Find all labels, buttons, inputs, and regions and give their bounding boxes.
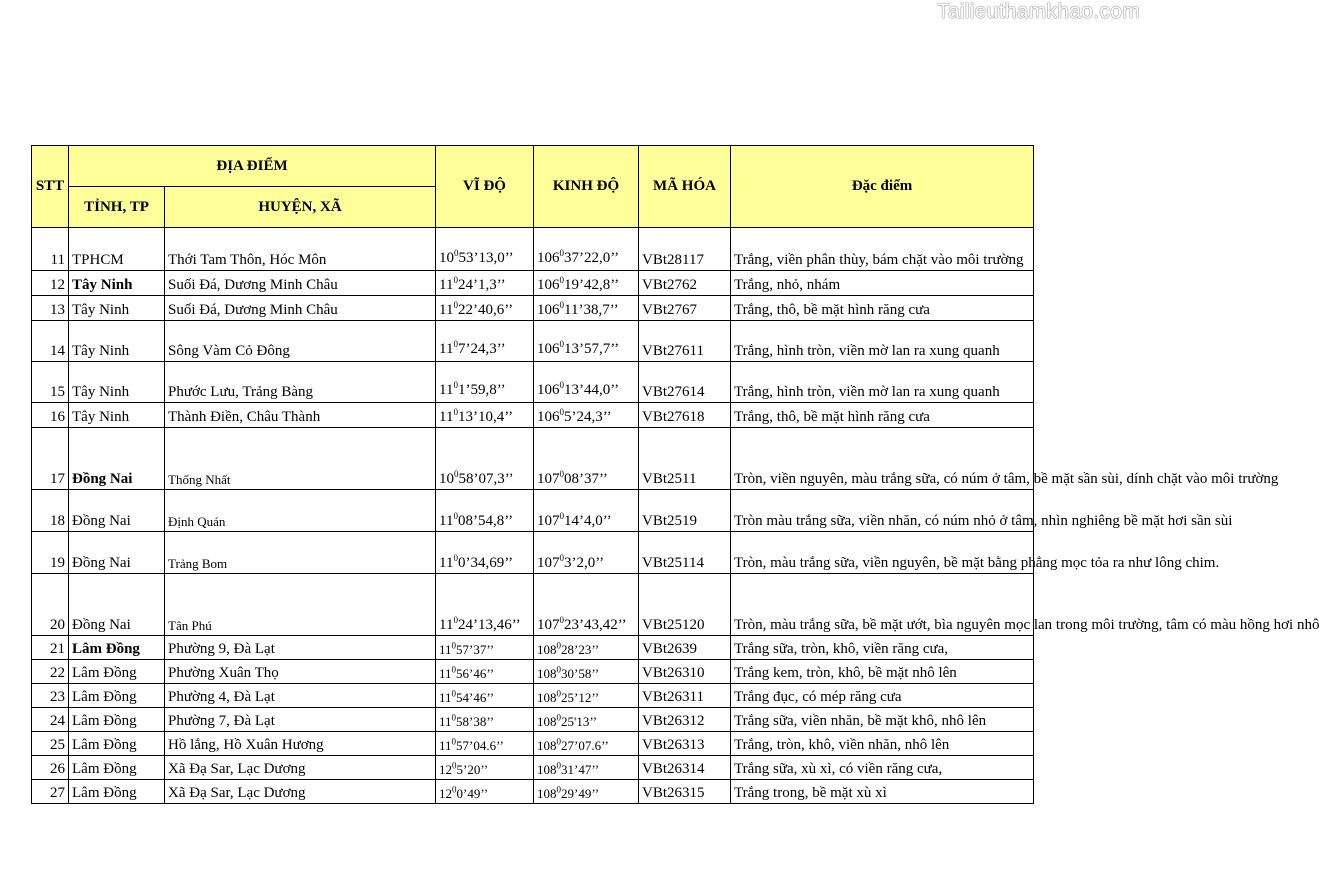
row-stt: 17: [32, 428, 69, 490]
row-tinh: Đồng Nai: [69, 532, 165, 574]
row-huyen: Định Quán: [165, 490, 436, 532]
table-row: [32, 321, 1034, 362]
row-stt: 23: [32, 684, 69, 708]
row-tinh: Tây Ninh: [69, 403, 165, 428]
row-huyen: Sông Vàm Cỏ Đông: [165, 321, 436, 362]
row-tinh: Lâm Đồng: [69, 756, 165, 780]
row-ma-hoa: VBt2519: [639, 490, 731, 532]
row-ma-hoa: VBt27614: [639, 362, 731, 403]
row-stt: 14: [32, 321, 69, 362]
row-huyen: Trảng Bom: [165, 532, 436, 574]
table-row: [32, 362, 1034, 403]
row-tinh: Đồng Nai: [69, 428, 165, 490]
row-kinh-do: $108^028’23$’’: [534, 636, 639, 660]
row-ma-hoa: VBt26314: [639, 756, 731, 780]
table-row: [32, 532, 1034, 574]
row-huyen: Phường Xuân Thọ: [165, 660, 436, 684]
row-dac-diem: Trắng đục, có mép răng cưa: [731, 684, 1034, 708]
row-ma-hoa: VBt26313: [639, 732, 731, 756]
row-stt: 12: [32, 271, 69, 296]
row-stt: 25: [32, 732, 69, 756]
row-vi-do: $11^057’04.6$’’: [436, 732, 534, 756]
row-tinh: Lâm Đồng: [69, 684, 165, 708]
row-vi-do: $12^00’49$’’: [436, 780, 534, 804]
header-stt: STT: [32, 146, 69, 228]
row-huyen: Suối Đá, Dương Minh Châu: [165, 271, 436, 296]
row-huyen: Tân Phú: [165, 574, 436, 636]
row-ma-hoa: VBt26312: [639, 708, 731, 732]
row-stt: 21: [32, 636, 69, 660]
row-huyen: Phước Lưu, Trảng Bàng: [165, 362, 436, 403]
row-huyen: Xã Đạ Sar, Lạc Dương: [165, 780, 436, 804]
row-kinh-do: $106^013’57,7$’’: [534, 321, 639, 362]
row-dac-diem: Trắng trong, bề mặt xù xì: [731, 780, 1034, 804]
header-dac-diem: Đặc điểm: [731, 146, 1034, 228]
row-dac-diem: Trắng sữa, tròn, khô, viền răng cưa,: [731, 636, 1034, 660]
row-dac-diem: Trắng, thô, bề mặt hình răng cưa: [731, 296, 1034, 321]
header-huyen-xa: HUYỆN, XÃ: [165, 187, 436, 228]
row-huyen: Suối Đá, Dương Minh Châu: [165, 296, 436, 321]
row-ma-hoa: VBt25114: [639, 532, 731, 574]
header-tinh-tp: TỈNH, TP: [69, 187, 165, 228]
row-tinh: Lâm Đồng: [69, 660, 165, 684]
row-vi-do: $11^008’54,8$’’: [436, 490, 534, 532]
row-stt: 20: [32, 574, 69, 636]
watermark: Tailieuthamkhao.com: [937, 0, 1140, 23]
table-row: [32, 296, 1034, 321]
row-vi-do: $11^022’40,6$’’: [436, 296, 534, 321]
table-row: [32, 684, 1034, 708]
row-dac-diem: Trắng, tròn, khô, viền nhăn, nhô lên: [731, 732, 1034, 756]
table-row: [32, 780, 1034, 804]
row-dac-diem: Trắng sữa, viền nhăn, bề mặt khô, nhô lên: [731, 708, 1034, 732]
row-kinh-do: $108^031’47$’’: [534, 756, 639, 780]
data-table: [31, 145, 1319, 804]
row-vi-do: $11^024’1,3$’’: [436, 271, 534, 296]
row-stt: 11: [32, 228, 69, 271]
row-tinh: Tây Ninh: [69, 321, 165, 362]
row-kinh-do: $108^025'13$’’: [534, 708, 639, 732]
row-stt: 18: [32, 490, 69, 532]
header-kinh-do: KINH ĐỘ: [534, 146, 639, 228]
table-row: [32, 732, 1034, 756]
table-row: [32, 271, 1034, 296]
row-kinh-do: $107^014’4,0$’’: [534, 490, 639, 532]
row-kinh-do: $106^037’22,0$’’: [534, 228, 639, 271]
row-ma-hoa: VBt2639: [639, 636, 731, 660]
row-vi-do: $10^058’07,3$’’: [436, 428, 534, 490]
row-huyen: Phường 4, Đà Lạt: [165, 684, 436, 708]
header-vi-do: VĨ ĐỘ: [436, 146, 534, 228]
table-row: [32, 490, 1034, 532]
row-kinh-do: $107^03’2,0$’’: [534, 532, 639, 574]
row-huyen: Xã Đạ Sar, Lạc Dương: [165, 756, 436, 780]
row-vi-do: $11^024’13,46$’’: [436, 574, 534, 636]
row-tinh: Tây Ninh: [69, 296, 165, 321]
row-kinh-do: $106^019’42,8$’’: [534, 271, 639, 296]
row-dac-diem: Tròn, viền nguyên, màu trắng sữa, có núm ở tâm, bề mặt sần sùi, dính chặt vào môi trường: [731, 428, 1034, 490]
table-row: [32, 403, 1034, 428]
row-vi-do: $11^058’38$’’: [436, 708, 534, 732]
row-dac-diem: Trắng, hình tròn, viền mờ lan ra xung quanh: [731, 362, 1034, 403]
row-huyen: Phường 7, Đà Lạt: [165, 708, 436, 732]
row-vi-do: $11^057’37$’’: [436, 636, 534, 660]
row-stt: 27: [32, 780, 69, 804]
row-vi-do: $11^07’24,3$’’: [436, 321, 534, 362]
row-kinh-do: $108^027’07.6$’’: [534, 732, 639, 756]
row-huyen: Thống Nhất: [165, 428, 436, 490]
row-dac-diem: Trắng, hình tròn, viền mờ lan ra xung quanh: [731, 321, 1034, 362]
row-vi-do: $11^056’46$’’: [436, 660, 534, 684]
row-stt: 24: [32, 708, 69, 732]
row-stt: 19: [32, 532, 69, 574]
table-row: [32, 708, 1034, 732]
row-dac-diem: Trắng sữa, xù xì, có viền răng cưa,: [731, 756, 1034, 780]
row-tinh: Lâm Đồng: [69, 780, 165, 804]
row-ma-hoa: VBt26315: [639, 780, 731, 804]
row-dac-diem: Trắng kem, tròn, khô, bề mặt nhô lên: [731, 660, 1034, 684]
row-stt: 16: [32, 403, 69, 428]
row-huyen: Thới Tam Thôn, Hóc Môn: [165, 228, 436, 271]
row-huyen: Thành Điền, Châu Thành: [165, 403, 436, 428]
row-ma-hoa: VBt28117: [639, 228, 731, 271]
row-tinh: Đồng Nai: [69, 490, 165, 532]
row-ma-hoa: VBt27618: [639, 403, 731, 428]
row-kinh-do: $106^011’38,7$’’: [534, 296, 639, 321]
row-tinh: Tây Ninh: [69, 271, 165, 296]
row-kinh-do: $108^030’58$’’: [534, 660, 639, 684]
row-ma-hoa: VBt25120: [639, 574, 731, 636]
row-tinh: Lâm Đồng: [69, 636, 165, 660]
row-kinh-do: $106^05’24,3$’’: [534, 403, 639, 428]
row-tinh: Tây Ninh: [69, 362, 165, 403]
row-dac-diem: Trắng, nhỏ, nhám: [731, 271, 1034, 296]
row-huyen: Phường 9, Đà Lạt: [165, 636, 436, 660]
row-huyen: Hồ lắng, Hồ Xuân Hương: [165, 732, 436, 756]
header-dia-diem: ĐỊA ĐIỂM: [69, 146, 436, 187]
table-body: [32, 228, 1319, 804]
row-ma-hoa: VBt26311: [639, 684, 731, 708]
row-vi-do: $12^05’20$’’: [436, 756, 534, 780]
row-dac-diem: Tròn, màu trắng sữa, viền nguyên, bề mặt bằng phẳng mọc tỏa ra như lông chim.: [731, 532, 1034, 574]
row-vi-do: $10^053’13,0$’’: [436, 228, 534, 271]
row-ma-hoa: VBt26310: [639, 660, 731, 684]
table-row: [32, 660, 1034, 684]
row-vi-do: $11^054’46$’’: [436, 684, 534, 708]
row-tinh: Đồng Nai: [69, 574, 165, 636]
row-stt: 13: [32, 296, 69, 321]
row-dac-diem: Trắng, thô, bề mặt hình răng cưa: [731, 403, 1034, 428]
row-ma-hoa: VBt2762: [639, 271, 731, 296]
row-stt: 22: [32, 660, 69, 684]
table-row: [32, 428, 1034, 490]
header-ma-hoa: MÃ HÓA: [639, 146, 731, 228]
row-stt: 26: [32, 756, 69, 780]
row-kinh-do: $107^023’43,42$’’: [534, 574, 639, 636]
row-dac-diem: Trắng, viền phân thùy, bám chặt vào môi trường: [731, 228, 1034, 271]
row-tinh: Lâm Đồng: [69, 708, 165, 732]
row-ma-hoa: VBt2767: [639, 296, 731, 321]
row-tinh: TPHCM: [69, 228, 165, 271]
row-vi-do: $11^00’34,69$’’: [436, 532, 534, 574]
row-kinh-do: $108^025’12$’’: [534, 684, 639, 708]
row-kinh-do: $107^008’37$’’: [534, 428, 639, 490]
row-stt: 15: [32, 362, 69, 403]
row-vi-do: $11^01’59,8$’’: [436, 362, 534, 403]
row-dac-diem: Tròn, màu trắng sữa, bề mặt ướt, bìa nguyên mọc lan trong môi trường, tâm có màu hồng hơi nhô: [731, 574, 1034, 636]
table-row: [32, 636, 1034, 660]
row-dac-diem: Tròn màu trắng sữa, viền nhăn, có núm nhỏ ở tâm, nhìn nghiêng bề mặt hơi sần sùi: [731, 490, 1034, 532]
row-kinh-do: $106^013’44,0$’’: [534, 362, 639, 403]
table-row: [32, 574, 1034, 636]
table-row: [32, 756, 1034, 780]
row-ma-hoa: VBt2511: [639, 428, 731, 490]
table-row: [32, 228, 1034, 271]
row-tinh: Lâm Đồng: [69, 732, 165, 756]
row-kinh-do: $108^029’49$’’: [534, 780, 639, 804]
row-ma-hoa: VBt27611: [639, 321, 731, 362]
row-vi-do: $11^013’10,4$’’: [436, 403, 534, 428]
